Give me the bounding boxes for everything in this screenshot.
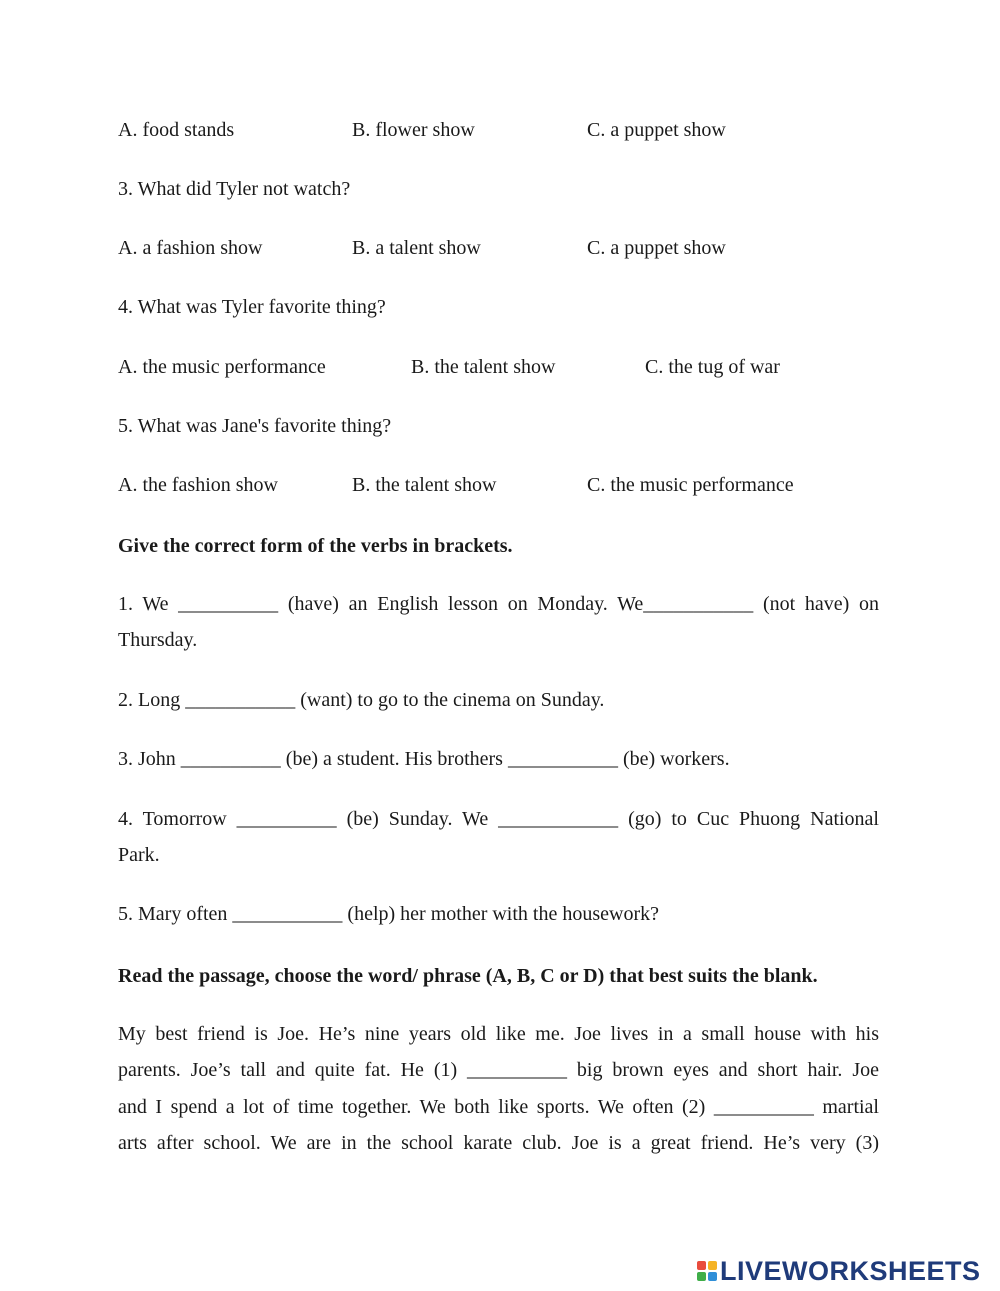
q4-question: 4. What was Tyler favorite thing? [118,296,386,318]
logo-square-red [697,1261,706,1270]
verb-item-1-line-1: 1. We __________ (have) an English lesson on Monday. We___________ (not have) on [118,593,879,615]
q2-option-b: B. flower show [352,119,475,141]
q3-option-b: B. a talent show [352,237,481,259]
q4-option-c: C. the tug of war [645,356,780,378]
q3-question: 3. What did Tyler not watch? [118,178,351,200]
liveworksheets-logo [697,1254,981,1288]
reading-heading: Read the passage, choose the word/ phrase (A, B, C or D) that best suits the blank. [118,965,818,987]
verb-item-1-line-2: Thursday. [118,629,198,651]
q5-option-a: A. the fashion show [118,474,278,496]
q5-option-b: B. the talent show [352,474,497,496]
logo-squares-icon [697,1261,717,1281]
verb-item-5: 5. Mary often ___________ (help) her mother with the housework? [118,903,659,925]
q3-option-a: A. a fashion show [118,237,263,259]
verb-item-4-line-2: Park. [118,844,160,866]
q4-option-a: A. the music performance [118,356,326,378]
q4-option-b: B. the talent show [411,356,556,378]
passage-line-3: and I spend a lot of time together. We both like sports. We often (2) __________ martial [118,1096,879,1118]
passage-line-4: arts after school. We are in the school karate club. Joe is a great friend. He’s very (3) [118,1132,879,1154]
passage-line-2: parents. Joe’s tall and quite fat. He (1) __________ big brown eyes and short hair. Joe [118,1059,879,1081]
q2-option-c: C. a puppet show [587,119,726,141]
verb-item-2: 2. Long ___________ (want) to go to the cinema on Sunday. [118,689,605,711]
verb-item-3: 3. John __________ (be) a student. His brothers ___________ (be) workers. [118,748,730,770]
q3-option-c: C. a puppet show [587,237,726,259]
logo-square-blue [708,1272,717,1281]
q5-question: 5. What was Jane's favorite thing? [118,415,392,437]
logo-square-yellow [708,1261,717,1270]
logo-text: LIVEWORKSHEETS [720,1255,981,1286]
q5-option-c: C. the music performance [587,474,794,496]
logo-square-green [697,1272,706,1281]
verbs-heading: Give the correct form of the verbs in brackets. [118,535,513,557]
passage-line-1: My best friend is Joe. He’s nine years old like me. Joe lives in a small house with his [118,1023,879,1045]
verb-item-4-line-1: 4. Tomorrow __________ (be) Sunday. We ____________ (go) to Cuc Phuong National [118,808,879,830]
q2-option-a: A. food stands [118,119,235,141]
